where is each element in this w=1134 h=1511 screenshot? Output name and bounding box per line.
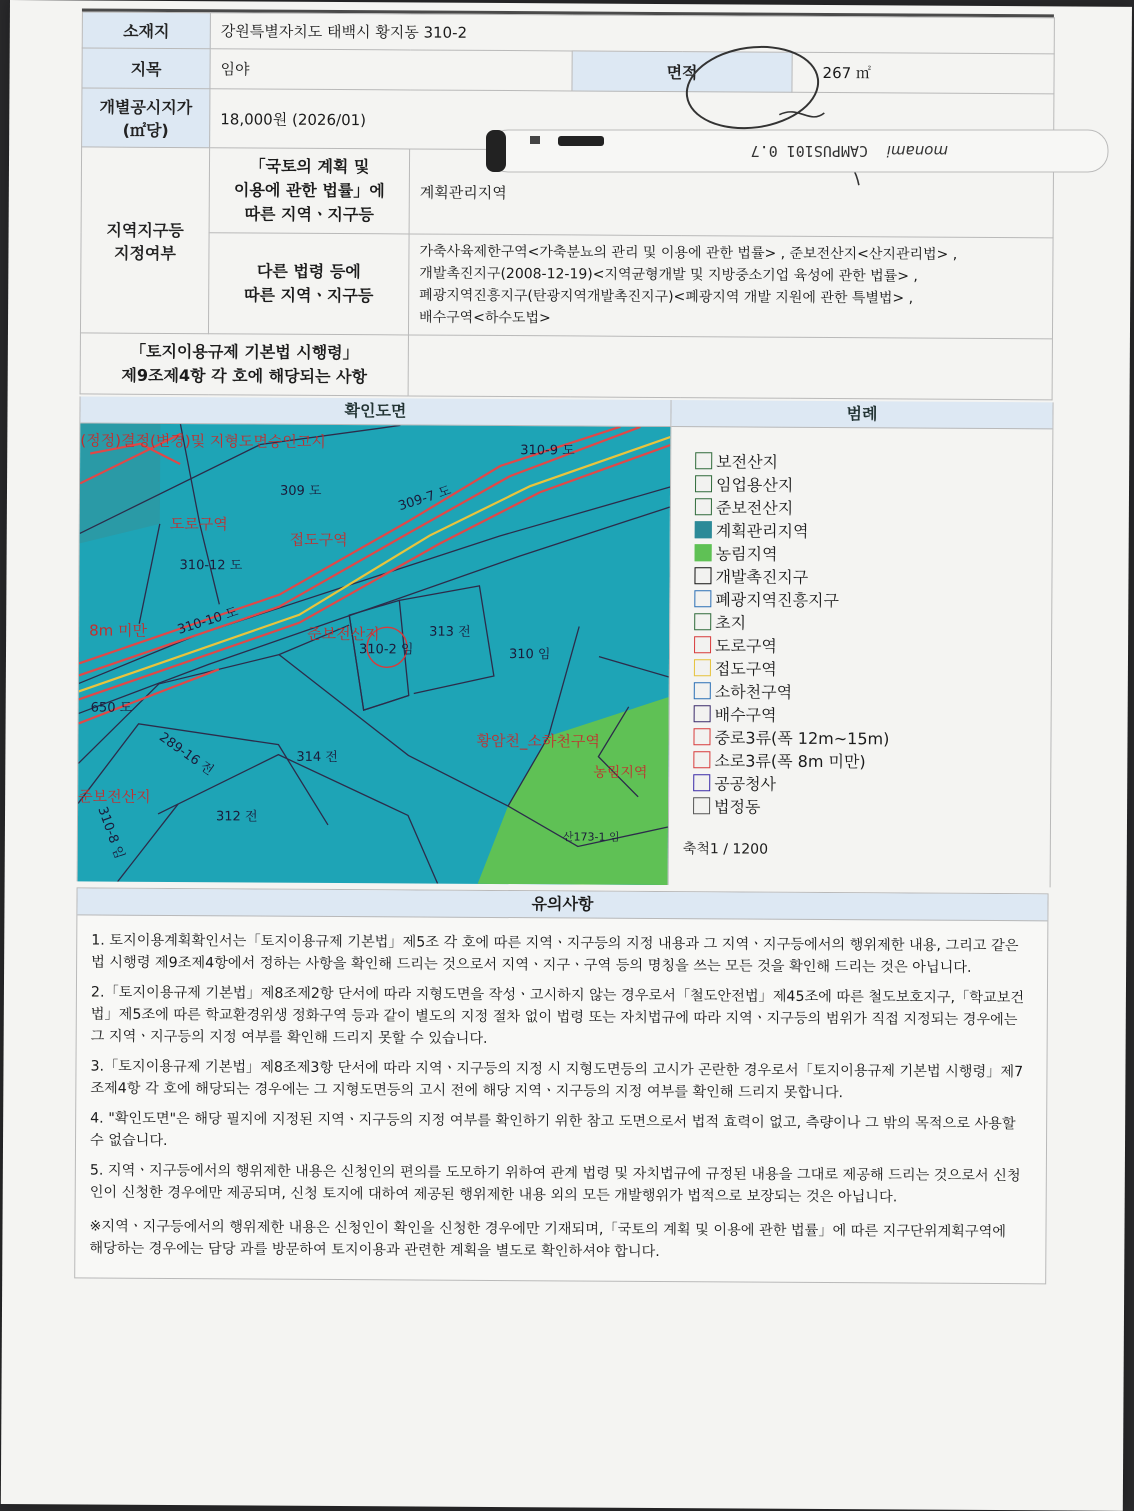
- legend-swatch: [694, 705, 711, 722]
- other-law-item: 개발촉진지구(2008-12-19)<지역균형개발 및 지방중소기업 육성에 관한 법률> ,: [419, 265, 918, 285]
- location-label: 소재지: [82, 12, 210, 49]
- note-item: 1. 토지이용계획확인서는「토지이용규제 기본법」제5조 각 호에 따른 지역ㆍ지구등의 지정 내용과 그 지역ㆍ지구등에서의 행위제한 내용, 그리고 같은 법 시행령 제9조제4항에서 정하는 사항을 확인해 드리는 것으로서 지역ㆍ지구ㆍ구역 등의 명칭을 쓰는 모든 것을 확인해 드리는 것은 아닙니다.: [91, 932, 1019, 976]
- notes-section: [74, 887, 1048, 1284]
- legend-swatch: [694, 567, 711, 584]
- legend-label: 계획관리지역: [715, 521, 809, 541]
- legend-item: [693, 748, 1050, 773]
- map-label: 310 임: [508, 647, 551, 663]
- legend-label: 도로구역: [715, 636, 777, 656]
- natl-law-line3: 따른 지역ㆍ지구등: [244, 204, 374, 225]
- zone-label-line1: 지역지구등: [106, 220, 184, 240]
- map-label: 309-7 도: [396, 483, 454, 515]
- legend-item: [695, 472, 1052, 497]
- legend-swatch: [693, 751, 710, 768]
- farmland-area: [478, 696, 669, 885]
- legend-item: [695, 495, 1052, 520]
- legend-swatch: [694, 590, 711, 607]
- legend-swatch: [694, 682, 711, 699]
- notes-title: 유의사항: [77, 888, 1047, 921]
- legend-label: 임업용산지: [715, 475, 794, 495]
- legend-label: 소하천구역: [714, 682, 793, 702]
- zone-label-line2: 지정여부: [113, 243, 176, 263]
- notes-list: [76, 915, 1048, 1221]
- legend-label: 폐광지역진흥지구: [715, 590, 840, 611]
- legend-label: 공공청사: [714, 774, 777, 794]
- other-law-item: 배수구역<하수도법>: [419, 309, 551, 327]
- map-section: [77, 396, 1054, 887]
- legend-item: [694, 679, 1051, 704]
- site-map-drawing: [78, 423, 671, 885]
- legend-list: [669, 427, 1052, 819]
- note-item: 2.「토지이용규제 기본법」제8조제2항 단서에 따라 지형도면을 작성ㆍ고시하지 않는 경우로서「철도안전법」제45조에 따른 철도보호지구,「학교보건법」제5조에 따른 학교환경위생 정화구역 등과 같이 별도의 지정 절차 없이 법령 또는 자치법규에 따라 지역ㆍ지구등의 범위가 직접 지정되는 경우에는 그 지역ㆍ지구등의 지정 여부를 확인해 드리지 못할 수 있습니다.: [90, 984, 1025, 1047]
- other-law-item: 폐광지역진흥지구(탄광지역개발촉진지구)<폐광지역 개발 지원에 관한 특별법> ,: [419, 287, 914, 307]
- map-scale: 축척1 / 1200: [682, 841, 769, 858]
- decree-line1: 「토지이용규제 기본법 시행령」: [129, 341, 359, 363]
- map-label: 준보전산지: [78, 787, 151, 806]
- legend-swatch: [693, 774, 710, 791]
- landcat-label: 지목: [82, 48, 210, 89]
- note-item: 3.「토지이용규제 기본법」제8조제3항 단서에 따라 지역ㆍ지구등의 지정 시 지형도면등의 고시가 곤란한 경우로서「토지이용규제 기본법 시행령」제7조제4항 각 호에 해당되는 경우에는 그 지형도면등의 고시 전에 해당 지역ㆍ지구등의 지정 여부를 확인해 드리지 못합니다.: [90, 1058, 1024, 1102]
- legend-swatch: [693, 728, 710, 745]
- map-label: 산173-1 임: [562, 830, 620, 844]
- area-text: 267 ㎡: [822, 63, 872, 83]
- natl-law-label: [209, 148, 410, 234]
- map-label: 310-10 도: [175, 604, 241, 638]
- legend-item: [695, 541, 1052, 566]
- legend-swatch: [693, 797, 710, 814]
- legend-item: [694, 633, 1051, 658]
- decree-line2: 제9조제4항 각 호에 해당되는 사항: [121, 365, 367, 387]
- other-law-line1: 다른 법령 등에: [256, 261, 361, 282]
- legend-label: 보전산지: [716, 452, 779, 472]
- map-label: 농림지역: [593, 764, 648, 781]
- other-law-item: 가축사육제한구역<가축분뇨의 관리 및 이용에 관한 법률> , 준보전산지<산지관리법> ,: [419, 243, 958, 263]
- map-label: 314 전: [296, 749, 338, 766]
- legend-item: [695, 449, 1052, 474]
- note-item: 5. 지역ㆍ지구등에서의 행위제한 내용은 신청인의 편의를 도모하기 위하여 관계 법령 및 자치법규에 규정된 내용을 그대로 제공해 드리는 것으로서 신청인이 신청한 경우에만 제공되며, 신청 토지에 대하여 제공된 행위제한 내용 외의 모든 개발행위가 법적으로 보장되는 것은 아닙니다.: [89, 1162, 1021, 1206]
- legend-title: 범례: [671, 400, 1052, 429]
- map-label: (정정)결정(변경)및 지형도면승인고시: [80, 431, 326, 451]
- price-label-line1: 개별공시지가: [99, 97, 193, 118]
- landcat-value: 임야: [210, 49, 572, 91]
- legend-item: [693, 725, 1050, 750]
- map-label: 289-16 전: [156, 729, 217, 779]
- map-label: 310-8 임: [94, 804, 127, 862]
- legend-swatch: [695, 498, 712, 515]
- map-label: 접도구역: [289, 530, 348, 550]
- legend-swatch: [694, 659, 711, 676]
- natl-law-line1: 「국토의 계획 및: [249, 156, 370, 177]
- map-title: 확인도면: [80, 396, 670, 427]
- document-sheet: [1, 0, 1132, 1511]
- map-label: 313 전: [429, 624, 471, 640]
- legend-swatch: [695, 475, 712, 492]
- zone-label: [80, 147, 209, 334]
- legend-item: [694, 656, 1051, 681]
- price-label-line2: (㎡당): [122, 120, 169, 140]
- legend-item: [694, 702, 1051, 727]
- pen-brand: monami: [886, 142, 948, 160]
- map-label: 312 전: [215, 809, 258, 825]
- info-table: [80, 11, 1055, 400]
- map-label: 황암천_소하천구역: [476, 731, 600, 751]
- legend-item: [694, 587, 1051, 612]
- pen-clip-end: [486, 130, 506, 172]
- legend-label: 초지: [715, 613, 747, 633]
- legend-label: 준보전산지: [715, 498, 794, 518]
- legend-column: [668, 400, 1053, 887]
- legend-label: 중로3류(폭 12m~15m): [714, 728, 890, 749]
- note-star: ※지역ㆍ지구등에서의 행위제한 내용은 신청인이 확인을 신청한 경우에만 기재되며,「국토의 계획 및 이용에 관한 법률」에 따른 지구단위계획구역에 해당하는 경우에는 담당 과를 방문하여 토지이용과 관련한 계획을 별도로 확인하셔야 합니다.: [89, 1218, 1007, 1260]
- legend-item: [693, 771, 1050, 796]
- natl-law-value: 계획관리지역: [409, 149, 1054, 238]
- price-label: [82, 88, 210, 148]
- legend-label: 배수구역: [714, 705, 777, 725]
- pen-window: [530, 136, 540, 144]
- natl-law-line2: 이용에 관한 법률」에: [233, 180, 385, 201]
- legend-label: 법정동: [714, 797, 761, 817]
- legend-label: 접도구역: [714, 659, 777, 679]
- other-law-label: [208, 233, 409, 335]
- map-label: 310-2 임: [358, 642, 414, 658]
- decree-value: [408, 335, 1052, 400]
- map-label: 도로구역: [169, 514, 228, 534]
- map-label: 310-12 도: [179, 558, 243, 574]
- site-map: [78, 423, 671, 885]
- legend-swatch: [694, 636, 711, 653]
- area-label: 면적: [572, 51, 792, 92]
- map-label: 650 도: [90, 700, 133, 716]
- map-label: 310-9 도: [520, 443, 575, 459]
- land-use-certificate: [74, 8, 1054, 1284]
- legend-swatch: [695, 544, 712, 561]
- legend-swatch: [695, 521, 712, 538]
- area-value: [792, 52, 1054, 94]
- legend-swatch: [694, 613, 711, 630]
- map-column: [78, 396, 671, 885]
- other-law-line2: 따른 지역ㆍ지구등: [244, 285, 374, 306]
- legend-label: 소로3류(폭 8m 미만): [714, 751, 866, 772]
- pen-model: CAMPUS101 0.7: [750, 142, 868, 160]
- legend-swatch: [695, 452, 712, 469]
- note-item: 4. "확인도면"은 해당 필지에 지정된 지역ㆍ지구등의 지정 여부를 확인하기 위한 참고 도면으로서 법적 효력이 없고, 측량이나 그 밖의 목적으로 사용할 수 없습니다.: [89, 1110, 1016, 1149]
- legend-item: [694, 610, 1051, 635]
- map-label: 8m 미만: [89, 621, 148, 640]
- legend-item: [694, 564, 1051, 589]
- map-label: 준보전산지: [307, 624, 380, 644]
- other-law-value: [408, 234, 1053, 339]
- location-value: 강원특별자치도 태백시 황지동 310-2: [210, 13, 1054, 54]
- legend-item: [695, 518, 1052, 543]
- map-label: 309 도: [279, 483, 322, 499]
- legend-label: 개발촉진지구: [715, 567, 809, 587]
- pen-button: [558, 136, 604, 146]
- decree-label: [80, 333, 408, 396]
- legend-item: [693, 794, 1050, 819]
- price-value: 18,000원 (2026/01): [210, 89, 1054, 153]
- legend-label: 농림지역: [715, 544, 778, 564]
- ballpoint-pen: [478, 124, 1118, 178]
